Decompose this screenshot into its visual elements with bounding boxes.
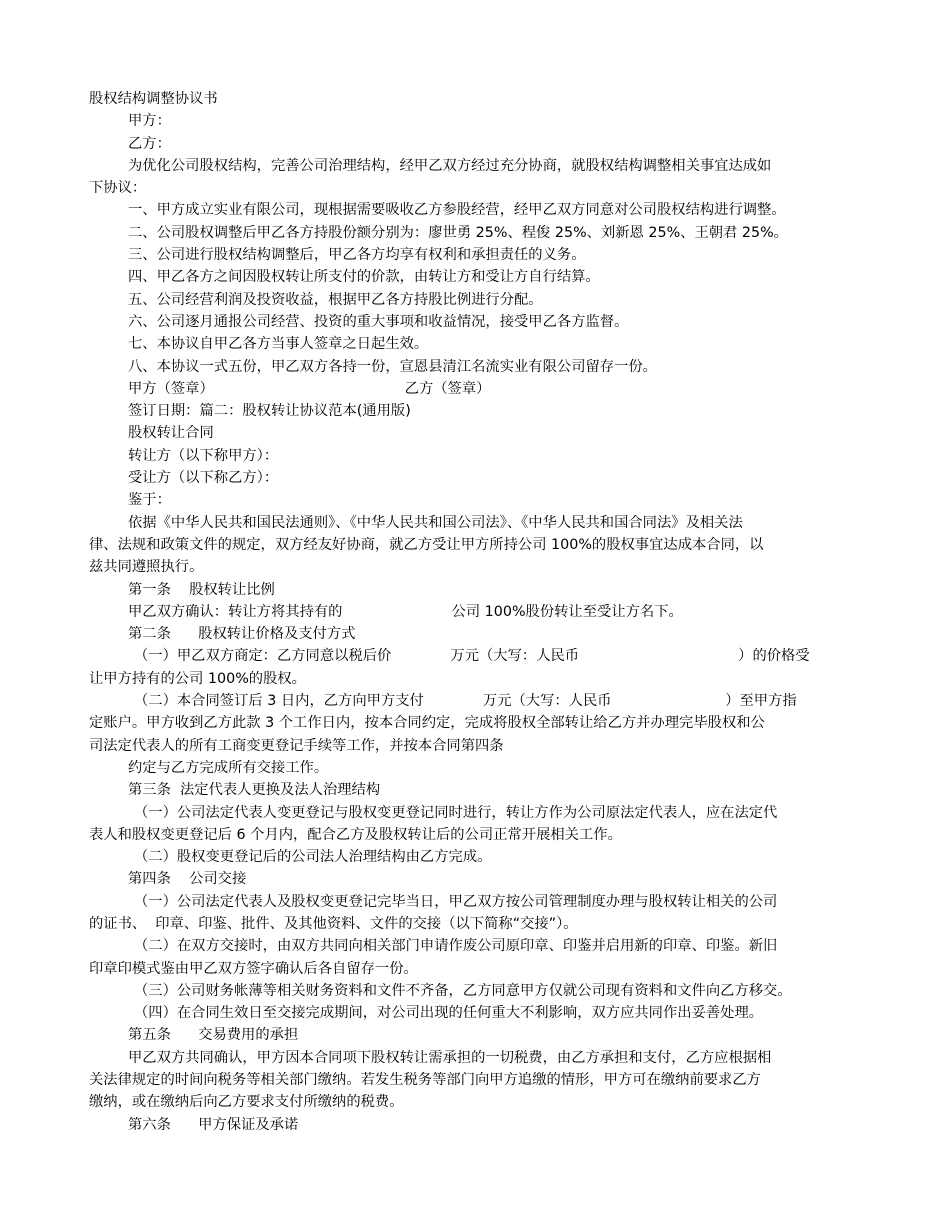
text-line: 律、法规和政策文件的规定，双方经友好协商，就乙方受让甲方所持公司 100%的股权事宜达成本合同，以	[89, 536, 764, 553]
text-line: 八、本协议一式五份，甲乙双方各持一份，宣恩县清江名流实业有限公司留存一份。	[128, 358, 657, 375]
text-line: 下协议：	[89, 180, 147, 197]
text-line: 第一条 股权转让比例	[128, 581, 275, 598]
text-line: （三）公司财务帐薄等相关财务资料和文件不齐备，乙方同意甲方仅就公司现有资料和文件向乙方移交。	[134, 982, 792, 999]
text-line: 股权转让合同	[128, 425, 214, 442]
text-line: 依据《中华人民共和国民法通则》、《中华人民共和国公司法》、《中华人民共和国合同法》及相关法	[128, 514, 743, 531]
text-line: 第六条 甲方保证及承诺	[128, 1116, 299, 1133]
text-line: 一、甲方成立实业有限公司，现根据需要吸收乙方参股经营，经甲乙双方同意对公司股权结构进行调整。	[128, 202, 786, 219]
text-line: （二）在双方交接时，由双方共同向相关部门申请作废公司原印章、印鉴并启用新的印章、印鉴。新旧	[134, 938, 778, 955]
text-line: 二、公司股权调整后甲乙各方持股份额分别为：廖世勇 25%、程俊 25%、刘新恩 25%、王朝君 25%。	[128, 224, 788, 241]
text-line: 乙方：	[128, 135, 171, 152]
text-line: 甲方（签章） 乙方（签章）	[128, 380, 491, 397]
text-line: 第四条 公司交接	[128, 871, 247, 888]
text-line: 三、公司进行股权结构调整后，甲乙各方均享有权利和承担责任的义务。	[128, 247, 586, 264]
text-line: 关法律规定的时间向税务等相关部门缴纳。若发生税务等部门向甲方追缴的情形，甲方可在缴纳前要求乙方	[89, 1072, 761, 1089]
text-line: （一）甲乙双方商定：乙方同意以税后价 万元（大写：人民币 ）的价格受	[134, 648, 810, 665]
text-line: （一）公司法定代表人及股权变更登记完毕当日，甲乙双方按公司管理制度办理与股权转让相关的公司	[134, 893, 778, 910]
text-line: 七、本协议自甲乙各方当事人签章之日起生效。	[128, 336, 429, 353]
text-line: 司法定代表人的所有工商变更登记手续等工作，并按本合同第四条	[89, 737, 504, 754]
text-line: 五、公司经营利润及投资收益，根据甲乙各方持股比例进行分配。	[128, 291, 543, 308]
text-line: 甲方：	[128, 113, 171, 130]
text-line: （二）股权变更登记后的公司法人治理结构由乙方完成。	[134, 849, 492, 866]
document-title: 股权结构调整协议书	[89, 91, 218, 107]
text-line: （一）公司法定代表人变更登记与股权变更登记同时进行，转让方作为公司原法定代表人，应在法定代	[134, 804, 778, 821]
text-line: 的证书、 印章、印鉴、批件、及其他资料、文件的交接（以下简称“交接”）。	[89, 915, 578, 932]
text-line: （二）本合同签订后 3 日内，乙方向甲方支付 万元（大写：人民币 ）至甲方指	[134, 693, 797, 710]
text-line: 缴纳，或在缴纳后向乙方要求支付所缴纳的税费。	[89, 1094, 404, 1111]
text-line: 鉴于：	[128, 492, 171, 509]
text-line: 签订日期：篇二：股权转让协议范本(通用版)	[128, 403, 411, 420]
text-line: 为优化公司股权结构，完善公司治理结构，经甲乙双方经过充分协商，就股权结构调整相关事宜达成如	[128, 157, 772, 174]
document-page	[89, 88, 869, 1136]
text-line: 四、甲乙各方之间因股权转让所支付的价款，由转让方和受让方自行结算。	[128, 269, 600, 286]
text-line: 第二条 股权转让价格及支付方式	[128, 626, 356, 643]
text-line: 甲乙双方确认：转让方将其持有的 公司 100%股份转让至受让方名下。	[128, 603, 683, 620]
text-line: 兹共同遵照执行。	[89, 559, 204, 576]
text-line: 让甲方持有的公司 100%的股权。	[89, 670, 306, 687]
text-line: 表人和股权变更登记后 6 个月内，配合乙方及股权转让后的公司正常开展相关工作。	[89, 826, 622, 843]
text-line: 印章印模式鉴由甲乙双方签字确认后各自留存一份。	[89, 960, 418, 977]
text-line: 第三条 法定代表人更换及法人治理结构	[128, 782, 381, 799]
text-line: 转让方（以下称甲方）：	[128, 447, 279, 464]
text-line: 约定与乙方完成所有交接工作。	[128, 759, 329, 776]
text-line: 定账户。甲方收到乙方此款 3 个工作日内，按本合同约定，完成将股权全部转让给乙方并办理完毕股权和公	[89, 715, 765, 732]
text-line: 受让方（以下称乙方）：	[128, 470, 279, 487]
text-line: 第五条 交易费用的承担	[128, 1027, 299, 1044]
text-line: （四）在合同生效日至交接完成期间，对公司出现的任何重大不利影响，双方应共同作出妥善处理。	[134, 1005, 764, 1022]
text-line: 甲乙双方共同确认，甲方因本合同项下股权转让需承担的一切税费，由乙方承担和支付，乙方应根据相	[128, 1049, 772, 1066]
text-line: 六、公司逐月通报公司经营、投资的重大事项和收益情况，接受甲乙各方监督。	[128, 313, 629, 330]
document-body	[89, 110, 869, 1136]
